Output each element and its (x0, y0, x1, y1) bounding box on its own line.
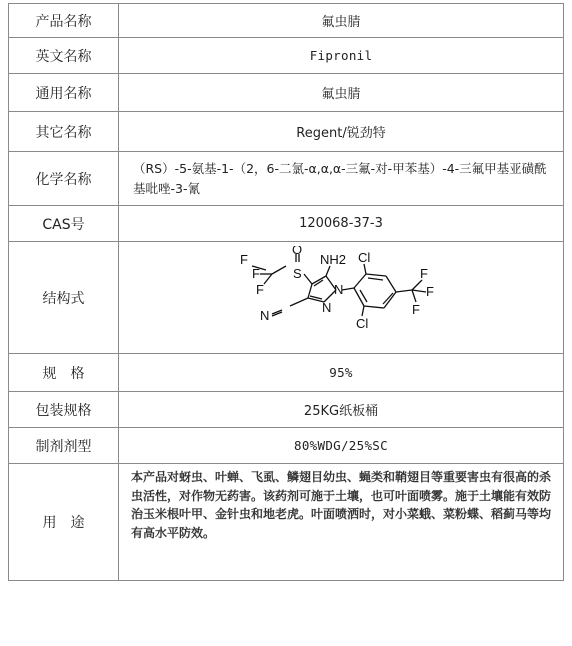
label-packaging: 包装规格 (9, 392, 119, 428)
value-usage: 本产品对蚜虫、叶蝉、飞虱、鳞翅目幼虫、蝇类和鞘翅目等重要害虫有很高的杀虫活性，对作物无药害。该药剂可施于土壤，也可叶面喷雾。施于土壤能有效防治玉米根叶甲、金针虫和地老虎。叶面喷洒时，对小菜蛾、菜粉蝶、稻蓟马等均有高水平防效。 (119, 464, 564, 581)
fipronil-structure-diagram (216, 246, 466, 350)
row-packaging (9, 392, 564, 428)
value-packaging: 25KG纸板桶 (119, 392, 564, 428)
atom-o: O (292, 245, 303, 257)
label-english-name: 英文名称 (9, 38, 119, 74)
label-structure: 结构式 (9, 242, 119, 354)
atom-f1: F (240, 251, 248, 267)
label-other-name: 其它名称 (9, 112, 119, 152)
value-english-name: Fipronil (119, 38, 564, 74)
label-spec: 规 格 (9, 354, 119, 392)
atom-f4: F (420, 265, 428, 281)
value-other-name: Regent/锐劲特 (119, 112, 564, 152)
atom-s: S (293, 265, 302, 281)
structure-cell (119, 242, 564, 354)
row-formulation (9, 428, 564, 464)
row-english-name (9, 38, 564, 74)
label-formulation: 制剂剂型 (9, 428, 119, 464)
row-other-name (9, 112, 564, 152)
value-common-name: 氟虫腈 (119, 74, 564, 112)
label-common-name: 通用名称 (9, 74, 119, 112)
value-chemical-name: （RS）-5-氨基-1-（2，6-二氯-α,α,α-三氟-对-甲苯基）-4-三氟甲基亚磺酰基吡唑-3-氰 (119, 152, 564, 206)
label-chemical-name: 化学名称 (9, 152, 119, 206)
atom-f5: F (426, 283, 434, 299)
row-structure (9, 242, 564, 354)
row-chemical-name (9, 152, 564, 206)
atom-f3: F (256, 281, 264, 297)
atom-cl-bottom: Cl (356, 315, 369, 331)
row-product-name (9, 4, 564, 38)
value-product-name: 氟虫腈 (119, 4, 564, 38)
label-product-name: 产品名称 (9, 4, 119, 38)
row-usage (9, 464, 564, 581)
row-cas (9, 206, 564, 242)
label-usage: 用 途 (9, 464, 119, 581)
value-cas: 120068-37-3 (119, 206, 564, 242)
row-common-name (9, 74, 564, 112)
atom-n2: N (322, 299, 332, 315)
atom-n1: N (334, 281, 344, 297)
product-spec-table (8, 3, 564, 581)
value-spec: 95% (119, 354, 564, 392)
atom-n-cyano: N (260, 307, 270, 323)
atom-f6: F (412, 301, 420, 317)
atom-nh2: NH2 (320, 251, 347, 267)
row-spec (9, 354, 564, 392)
value-formulation: 80%WDG/25%SC (119, 428, 564, 464)
label-cas: CAS号 (9, 206, 119, 242)
atom-f2: F (252, 265, 260, 281)
atom-cl-top: Cl (358, 249, 371, 265)
